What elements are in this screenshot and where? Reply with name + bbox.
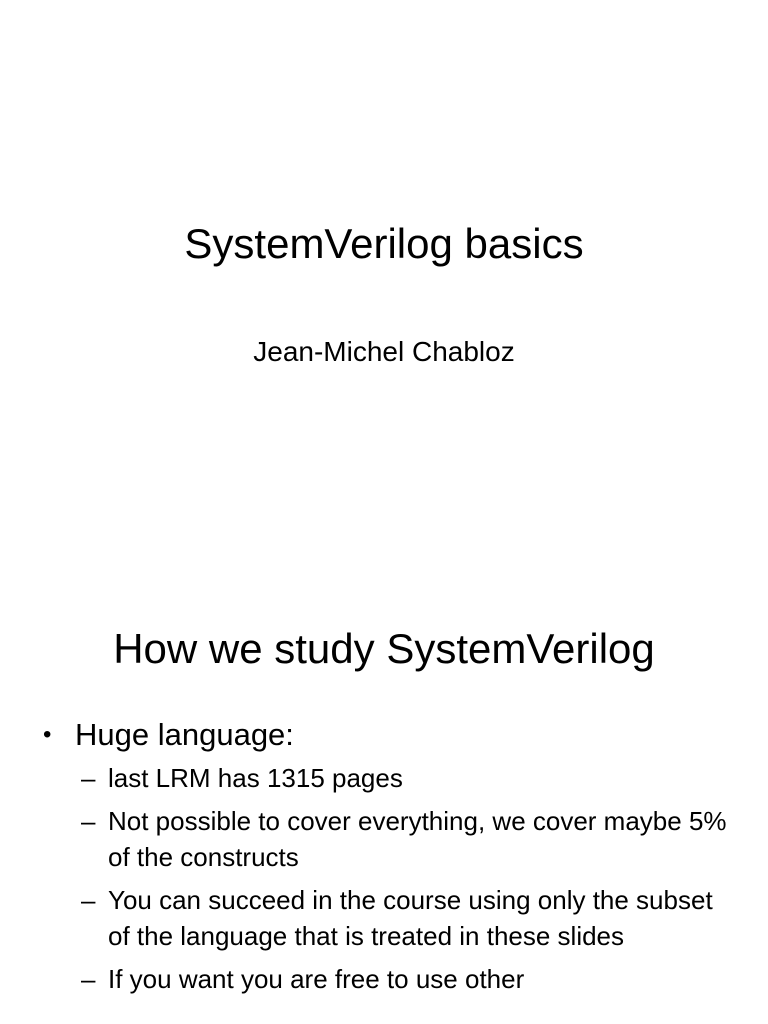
sub-bullet-item [75,803,732,875]
sub-bullet-item [75,882,732,954]
sub-bullet-container [0,760,768,997]
bullet-list [0,714,768,1004]
dash-marker: – [81,964,96,994]
dash-marker: – [81,806,96,836]
slide-title: How we study SystemVerilog [113,625,655,672]
bullet-text: Huge language: [75,717,294,752]
bullet-marker: • [43,721,52,748]
sub-bullet-text: You can succeed in the course using only the subset of the language that is treated in these slides [108,885,713,951]
sub-bullet-text: Not possible to cover everything, we cover maybe 5% of the constructs [108,806,727,872]
sub-bullet-item [75,760,732,796]
sub-bullet-text: last LRM has 1315 pages [108,763,403,793]
sub-bullet-item [75,961,732,997]
content-slide [0,576,768,1024]
sub-bullet-text: If you want you are free to use other [108,964,525,994]
bullet-item [0,714,768,756]
dash-marker: – [81,885,96,915]
presentation-title: SystemVerilog basics [184,220,584,267]
dash-marker: – [81,763,96,793]
author-name: Jean-Michel Chabloz [253,336,515,367]
sub-bullet-list [75,760,768,997]
